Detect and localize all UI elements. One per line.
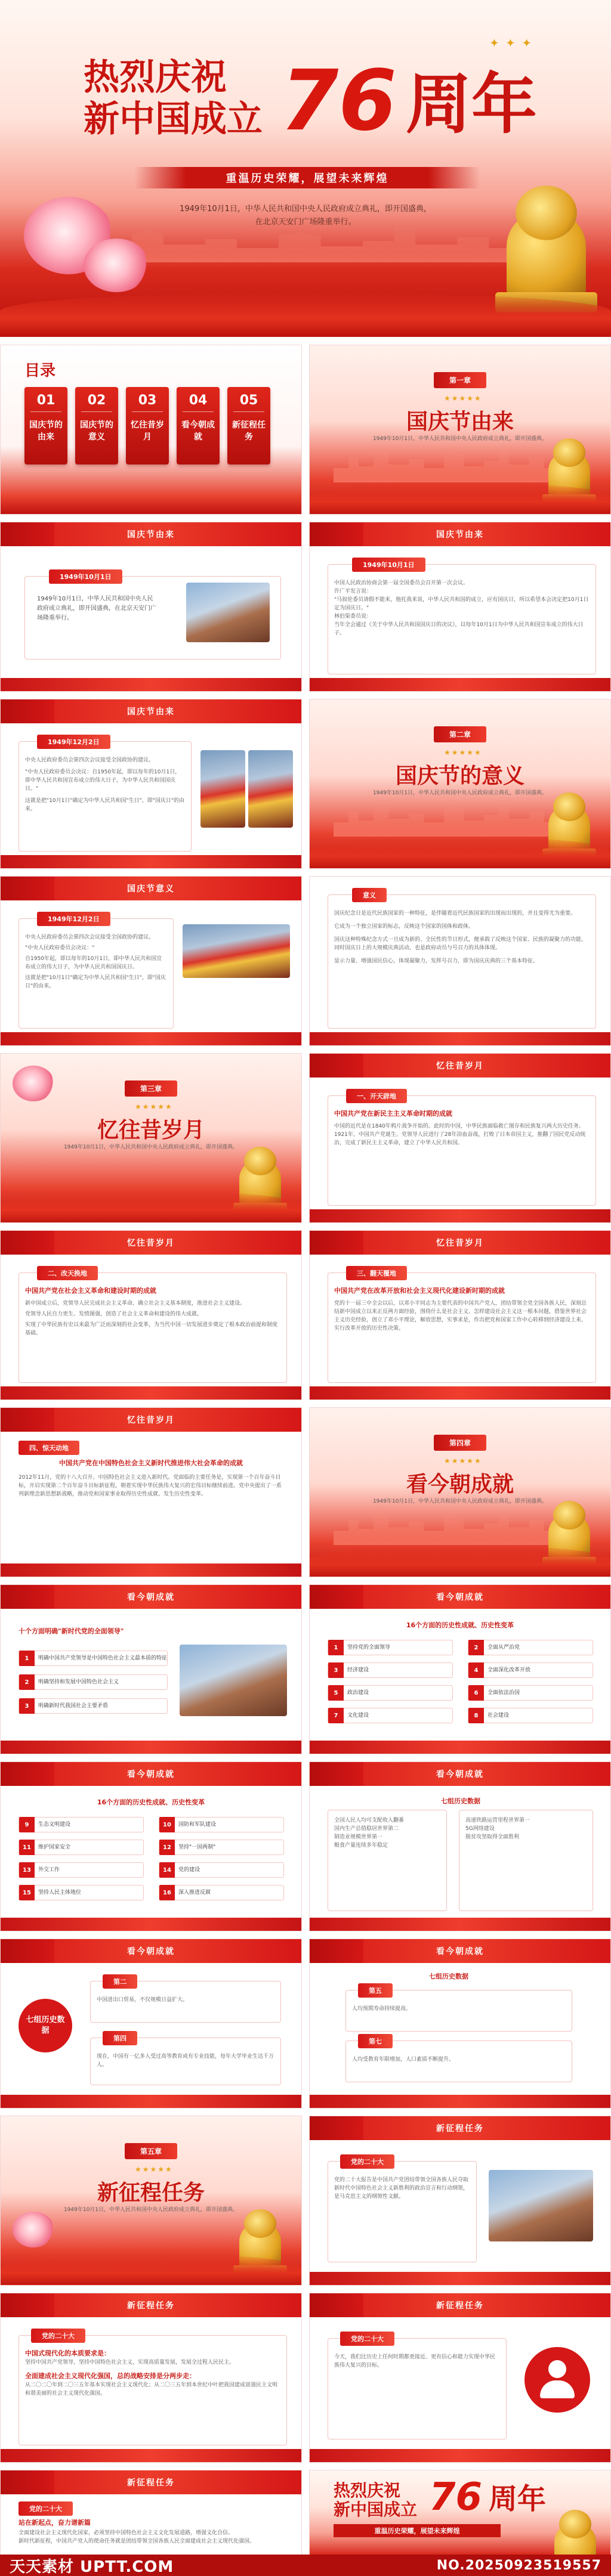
list-item	[468, 1685, 593, 1701]
stars-icon: ★★★★★	[135, 2165, 173, 2174]
list-item: 全国人民人均可支配收入翻番	[334, 1818, 405, 1823]
item-label: 经济建设	[347, 1667, 369, 1673]
tiananmen-photo	[186, 583, 270, 642]
item-tag: 第五	[358, 1983, 393, 1998]
gate-photo-right	[248, 750, 293, 828]
red-ribbon	[0, 292, 611, 337]
cover-title	[84, 57, 263, 140]
slide-header	[1, 2293, 301, 2317]
achieve-slide-5	[0, 1939, 302, 2109]
red-ribbon	[310, 837, 610, 869]
item-label: 国防和军队建设	[178, 1822, 217, 1828]
list-item	[159, 1862, 284, 1878]
item-label: 明确坚持和发展中国特色社会主义	[38, 1679, 119, 1685]
chapter3-badge: 第三章	[125, 1080, 177, 1097]
paragraph: 中国的近代是在1840年鸦片战争开始的。此时的中国，中华民族面临救亡图存和民族复兴两大历史任务。1921年，中国共产党诞生。党领导人民进行了28年浴血奋战，打败了日本帝国主义，推翻了国民党反动统治，完成了新民主主义革命，建立了中华人民共和国。	[334, 1123, 586, 1146]
chapter4-subtitle: 1949年10月1日，中华人民共和国中央人民政府成立典礼，即开国盛典。	[372, 1498, 548, 1504]
red-ribbon	[1, 2253, 301, 2286]
section-tag-wrap	[18, 1441, 79, 1455]
item-number: 12	[159, 1840, 175, 1855]
item-tag: 第七	[358, 2034, 393, 2048]
end-subtitle: 重温历史荣耀，展望未来辉煌	[334, 2524, 501, 2537]
toc-label: 国庆节的意义	[80, 420, 113, 442]
slide-header-title: 忆往昔岁月	[127, 1416, 175, 1425]
slide-header	[310, 2116, 610, 2140]
chapter5-badge: 第五章	[125, 2143, 177, 2159]
toc-number: 03	[132, 393, 163, 412]
item-number: 1	[328, 1640, 344, 1655]
achieve-slide-6	[309, 1939, 611, 2109]
task-slide-3	[309, 2293, 611, 2463]
item-number: 7	[328, 1708, 344, 1723]
paragraph: 人均受教育年限增加，人口素质不断提升。	[352, 2057, 455, 2063]
end-title-unit: 周年	[489, 2482, 547, 2516]
meaning-slide-2	[309, 876, 611, 1046]
item-number: 1	[19, 1651, 35, 1666]
peony-icon	[84, 239, 149, 292]
toc-number: 02	[81, 393, 112, 412]
chapter5-subtitle: 1949年10月1日，中华人民共和国中央人民政府成立典礼，即开国盛典。	[63, 2207, 239, 2213]
achieve-slide-2	[309, 1584, 611, 1754]
watermark-left: 天天素材 UPTT.COM	[10, 2558, 174, 2576]
item-number: 3	[328, 1662, 344, 1678]
toc-label: 忆往昔岁月	[131, 420, 164, 442]
slide-footer	[1, 2449, 301, 2462]
slide-header	[1, 699, 301, 723]
list-item	[468, 1708, 593, 1723]
cover-description	[0, 203, 611, 229]
chapter3-title: 忆往昔岁月	[97, 1118, 205, 1143]
paragraph: 现在，中国有一亿多人受过高等教育或有专业技能，每年大学毕业生达千万人。	[97, 2054, 274, 2068]
paragraph: 新时代新征程，中国共产党人的使命任务就是团结带领全国各族人民全面建成社会主义现代化强国。	[18, 2538, 255, 2544]
slide-header	[1, 1231, 301, 1255]
date-tag: 1949年10月1日	[49, 569, 122, 584]
paragraph: 许广平发言说：	[334, 589, 372, 595]
tiananmen-photo	[183, 924, 290, 978]
item-label: 坚持"一国两制"	[178, 1844, 216, 1850]
item-label: 坚持党的全面领导	[347, 1645, 391, 1651]
item-label: 全面深化改革开放	[487, 1667, 531, 1673]
paragraph: "马叙伦委员请假不能来，他托我来说，中华人民共和国的成立，应有国庆日，所以希望本会决定把10月1日定为国庆日。"	[334, 597, 589, 611]
list-item	[18, 1674, 168, 1690]
cover-desc-line1: 1949年10月1日，中华人民共和国中央人民政府成立典礼，即开国盛典，	[180, 205, 431, 213]
paragraph: 今天，我们比历史上任何时期都更接近、更有信心和能力实现中华民族伟大复兴的目标。	[334, 2354, 496, 2368]
list-item	[328, 1662, 453, 1678]
stars-icon: ★★★★★	[444, 1457, 482, 1465]
slide-header-title: 忆往昔岁月	[436, 1061, 484, 1071]
list-item	[18, 1651, 168, 1666]
chapter2-slide	[309, 699, 611, 869]
slide-footer	[1, 678, 301, 691]
history-slide-4	[0, 1407, 302, 1577]
section-heading: 站在新起点，奋力谱新篇	[18, 2519, 91, 2527]
slide-header-title: 新征程任务	[436, 2301, 484, 2311]
cover-title-number: 76	[280, 52, 397, 150]
paragraph: 2012年11月，党的十八大召开。中国特色社会主义进入新时代。党面临的主要任务是，实现第一个百年奋斗目标，开启实现第二个百年奋斗目标新征程，朝着实现中华民族伟大复兴的宏伟目标继续前进。党中央提出了一系列新理念新思想新战略，推动党和国家事业取得历史性成就、发生历史性变革。	[18, 1475, 282, 1497]
list-item	[18, 1817, 144, 1832]
list-item	[328, 1685, 453, 1701]
slide-footer	[1, 1563, 301, 1577]
item-label: 全面依法治国	[487, 1690, 520, 1696]
section-tag: 一、开天辟地	[346, 1089, 407, 1103]
toc-title: 目录	[24, 362, 56, 380]
origin-slide-3	[0, 699, 302, 869]
golden-lion-icon	[495, 179, 597, 315]
list-item	[18, 1885, 144, 1900]
item-number: 9	[19, 1817, 35, 1832]
paragraph: 新中国成立后，党领导人民完成社会主义革命，确立社会主义基本制度，推进社会主义建设。	[25, 1301, 246, 1306]
origin-slide-2	[309, 522, 611, 692]
slide-header-title: 新征程任务	[436, 2124, 484, 2134]
content-box	[18, 738, 192, 852]
meaning-tag: 意义	[352, 888, 387, 902]
chapter2-subtitle: 1949年10月1日，中华人民共和国中央人民政府成立典礼，即开国盛典。	[372, 790, 548, 796]
achieve-slide-3	[0, 1761, 302, 1931]
date-tag: 1949年10月1日	[352, 558, 425, 572]
end-title-line2: 新中国成立	[334, 2500, 418, 2519]
cover-subtitle: 重温历史荣耀，展望未来辉煌	[134, 167, 480, 188]
slide-header-title: 看今朝成就	[436, 1947, 484, 1956]
list-item	[18, 1698, 168, 1714]
paragraph: 这就是把"10月1日"确定为中华人民共和国"生日"，即"国庆日"的由来。	[25, 975, 166, 989]
toc-number: 04	[183, 393, 214, 412]
section-heading: 中国共产党在中国特色社会主义新时代推进伟大社会革命的成就	[59, 1459, 243, 1467]
paragraph: 中国进出口贸易，不仅规模日益扩大。	[97, 1997, 189, 2003]
slide-header	[1, 1585, 301, 1609]
content-box	[345, 1987, 572, 2032]
item-tag: 党的二十大	[340, 2154, 394, 2169]
paragraph: 全面建设社会主义现代化国家，必须坚持中国特色社会主义文化发展道路，增强文化自信。	[18, 2530, 234, 2536]
item-tag: 党的二十大	[31, 2329, 85, 2343]
slide-header-title: 看今朝成就	[436, 1770, 484, 1779]
date-tag: 1949年12月2日	[37, 912, 110, 926]
item-tag: 党的二十大	[18, 2501, 73, 2516]
list-item	[18, 1840, 144, 1855]
list-item	[468, 1640, 593, 1655]
section-heading: 十个方面明确"新时代党的全面领导"	[18, 1627, 124, 1635]
slide-header-title: 新征程任务	[127, 2301, 175, 2311]
chapter4-title: 看今朝成就	[406, 1472, 514, 1497]
list-item	[468, 1662, 593, 1678]
chapter2-badge: 第二章	[434, 726, 486, 742]
slide-header	[1, 1408, 301, 1432]
task-slide-2	[0, 2293, 302, 2463]
item-label: 社会建设	[487, 1713, 510, 1719]
slide-header	[1, 1939, 301, 1963]
slide-footer	[1, 2095, 301, 2108]
paragraph: 林伯渠委员说：	[334, 614, 372, 620]
paragraph: 党的二十大报告是中国共产党团结带领全国各族人民夺取新时代中国特色社会主义新胜利的政治宣言和行动纲领，是马克思主义的纲领性文献。	[334, 2177, 469, 2200]
list-item: 粮食产量连续多年稳定	[334, 1843, 388, 1849]
content-box	[90, 1978, 281, 2023]
content-box	[18, 915, 174, 1029]
slide-header	[310, 1762, 610, 1786]
cover-title-line1: 热烈庆祝	[84, 57, 227, 98]
toc-label: 国庆节的由来	[29, 420, 63, 442]
palace-photo	[489, 2170, 593, 2241]
paragraph: 自1950年起，即以每年的10月1日，即中华人民共和国宣布成立的伟大日子，为中华人民共和国国庆日。	[25, 956, 162, 970]
paragraph: 人均预期寿命持续提高。	[352, 2006, 412, 2012]
slide-header-title: 忆往昔岁月	[127, 1239, 175, 1248]
item-label: 维护国家安全	[38, 1844, 71, 1850]
slide-footer	[1, 1032, 301, 1045]
item-label: 党的建设	[178, 1867, 200, 1873]
chapter5-slide	[0, 2116, 302, 2286]
toc-label: 新征程任务	[232, 420, 266, 442]
slide-footer	[310, 1209, 610, 1222]
slide-footer	[310, 2272, 610, 2285]
slide-footer	[1, 1386, 301, 1400]
section-heading: 七组历史数据	[429, 1973, 468, 1980]
content-box	[24, 573, 281, 660]
slide-footer	[310, 1918, 610, 1931]
section-heading: 16个方面的历史性成就、历史性变革	[97, 1798, 205, 1806]
slide-header-title: 看今朝成就	[127, 1593, 175, 1602]
chapter1-subtitle: 1949年10月1日，中华人民共和国中央人民政府成立典礼，即开国盛典。	[372, 436, 548, 442]
content-box	[328, 561, 596, 674]
slide-footer	[310, 2449, 610, 2462]
item-number: 2	[468, 1640, 484, 1655]
content-box	[328, 1810, 447, 1911]
item-label: 明确中国共产党领导是中国特色社会主义最本质的特征	[38, 1655, 168, 1661]
item-number: 2	[19, 1674, 35, 1690]
content-box	[90, 2035, 281, 2085]
paragraph: 中央人民政府委员会第四次会议接受全国政协的建议。	[25, 934, 155, 940]
peony-icon	[13, 1066, 54, 1101]
slide-header	[310, 1939, 610, 1963]
stars-icon: ★★★★★	[135, 1103, 173, 1111]
slide-header	[310, 1231, 610, 1255]
item-tag: 党的二十大	[340, 2332, 394, 2346]
slide-header	[1, 877, 301, 900]
item-number: 4	[468, 1662, 484, 1678]
cover-slide	[0, 0, 611, 337]
history-slide-3	[309, 1230, 611, 1400]
list-item	[159, 1817, 284, 1832]
paragraph: 它成为一个独立国家的标志，反映这个国家的国体和政体。	[334, 924, 474, 930]
list-item	[328, 1708, 453, 1723]
section-heading: 中国共产党在改革开放和社会主义现代化建设新时期的成就	[334, 1287, 505, 1295]
content-box	[459, 1810, 593, 1911]
section-heading: 中国共产党在社会主义革命和建设时期的成就	[25, 1287, 156, 1295]
toc-slide	[0, 345, 302, 515]
chapter5-title: 新征程任务	[97, 2181, 205, 2205]
list-item	[18, 1862, 144, 1878]
content-box	[328, 2158, 477, 2262]
end-title	[334, 2481, 417, 2519]
content-box	[328, 891, 596, 1029]
item-tag: 第二	[103, 1974, 137, 1989]
slide-header-title: 新征程任务	[127, 2478, 175, 2488]
paragraph: 中央人民政府委员会第四次会议接受全国政协的建议。	[25, 757, 155, 763]
dove-icon: ✦ ✦ ✦	[489, 36, 533, 50]
item-label: 坚持人民主体地位	[38, 1890, 82, 1896]
slide-header-title: 忆往昔岁月	[436, 1239, 484, 1248]
history-slide-1	[309, 1053, 611, 1223]
gate-photo-left	[200, 750, 245, 828]
item-label: 政治建设	[347, 1690, 369, 1696]
item-number: 16	[159, 1885, 175, 1900]
list-item	[159, 1840, 284, 1855]
item-label: 生态文明建设	[38, 1822, 71, 1828]
section-tag: 二、改天换地	[37, 1266, 98, 1280]
item-label: 全面从严治党	[487, 1645, 520, 1651]
list-item: 5G网络建设	[465, 1826, 495, 1832]
cover-title-line2: 新中国成立	[84, 98, 263, 140]
item-number: 8	[468, 1708, 484, 1723]
end-title-number: 76	[429, 2475, 483, 2519]
chapter3-subtitle: 1949年10月1日，中华人民共和国中央人民政府成立典礼，即开国盛典。	[63, 1144, 239, 1150]
list-item	[328, 1640, 453, 1655]
slide-header-title: 国庆节意义	[127, 884, 175, 894]
toc-number: 05	[233, 393, 264, 412]
slide-header	[1, 1762, 301, 1786]
slide-footer	[1, 855, 301, 868]
paragraph: 中国人民政治协商会第一届全国委员会召开第一次会议。	[334, 580, 469, 586]
toc-item-5[interactable]	[227, 387, 270, 465]
toc-item-1[interactable]	[24, 387, 67, 465]
list-item: 高速铁路运营里程世界第一	[465, 1818, 530, 1823]
item-number: 14	[159, 1862, 175, 1878]
item-label: 外交工作	[38, 1867, 60, 1873]
chapter1-title: 国庆节由来	[406, 410, 514, 434]
chapter3-slide	[0, 1053, 302, 1223]
item-label: 文化建设	[347, 1713, 369, 1719]
paragraph: 显示力量、增强国民信心，体现凝聚力，发挥号召力，即为国庆庆典的三个基本特征。	[334, 958, 539, 964]
paragraph: 这就是把"10月1日"确定为中华人民共和国"生日"，即"国庆日"的由来。	[25, 798, 185, 812]
item-label: 深入推进反腐	[178, 1890, 211, 1896]
slide-header-title: 国庆节由来	[127, 530, 175, 540]
toc-item-4[interactable]	[177, 387, 220, 465]
slide-header	[310, 1585, 610, 1609]
date-tag: 1949年12月2日	[37, 735, 110, 749]
item-number: 10	[159, 1817, 175, 1832]
slide-header	[310, 2293, 610, 2317]
slide-header	[1, 522, 301, 546]
cover-title-unit: 周年	[406, 66, 537, 143]
list-item	[159, 1885, 284, 1900]
watermark-bar	[0, 2555, 611, 2576]
slide-footer	[310, 2095, 610, 2108]
section-heading: 中国共产党在新民主主义革命时期的成就	[334, 1110, 452, 1117]
toc-item-2[interactable]	[75, 387, 118, 465]
end-title-line1: 热烈庆祝	[334, 2481, 401, 2500]
slide-footer	[310, 1386, 610, 1400]
item-number: 11	[19, 1840, 35, 1855]
item-tag: 第四	[103, 2031, 137, 2045]
slide-footer	[310, 678, 610, 691]
content-box	[328, 1272, 596, 1383]
content-box	[18, 1272, 287, 1383]
paragraph: "中央人民政府委员会决议：自1950年起，即以每年的10月1日，即中华人民共和国宣布成立的伟大日子，为中华人民共和国国庆日。"	[25, 769, 181, 792]
chapter1-slide	[309, 345, 611, 515]
slide-header-title: 看今朝成就	[127, 1770, 175, 1779]
cover-desc-line2: 在北京天安门广场隆重举行。	[255, 218, 356, 227]
watermark-right: NO.20250923519557	[436, 2558, 601, 2573]
slide-footer	[310, 1741, 610, 1754]
peony-icon	[13, 2212, 54, 2247]
slide-footer	[1, 1741, 301, 1754]
item-number: 3	[19, 1698, 35, 1714]
item-number: 13	[19, 1862, 35, 1878]
chapter2-title: 国庆节的意义	[395, 764, 524, 788]
paragraph: 国庆纪念日是近代民族国家的一种特征，是伴随着近代民族国家的出现而出现的，并且变得尤为重要。	[334, 911, 576, 917]
origin-text: 1949年10月1日，中华人民共和国中央人民政府成立典礼，即开国盛典，在北京天安门广场隆重举行。	[37, 596, 156, 621]
item-number: 5	[328, 1685, 344, 1701]
slide-header-title: 国庆节由来	[436, 530, 484, 540]
content-box	[345, 2038, 572, 2082]
section-heading: 全面建成社会主义现代化强国，总的战略安排是分两步走：	[25, 2372, 196, 2380]
content-box	[328, 1092, 596, 1206]
speaker-icon	[524, 2347, 590, 2413]
content-box	[328, 2335, 507, 2439]
data-circle: 七组历史数据	[18, 1999, 72, 2052]
red-ribbon	[310, 482, 610, 515]
section-tag: 三、翻天覆地	[346, 1266, 407, 1280]
paragraph: 党领导人民自力更生、发愤图强，创造了社会主义革命和建设的伟大成就。	[25, 1311, 203, 1317]
toc-item-3[interactable]	[126, 387, 169, 465]
item-number: 15	[19, 1885, 35, 1900]
slide-footer	[310, 1032, 610, 1045]
section-heading: 七组历史数据	[441, 1797, 480, 1805]
section-tag: 四、惊天动地	[18, 1441, 79, 1455]
item-number: 6	[468, 1685, 484, 1701]
slide-header-title: 看今朝成就	[436, 1593, 484, 1602]
chapter4-slide	[309, 1407, 611, 1577]
paragraph: "中央人民政府委员会决议："	[25, 945, 95, 951]
chapter4-badge: 第四章	[434, 1435, 486, 1451]
red-ribbon	[1, 1191, 301, 1223]
list-item: 国内生产总值稳居世界第二	[334, 1826, 399, 1832]
slide-header	[310, 1054, 610, 1078]
red-ribbon	[310, 1545, 610, 1577]
paragraph: 当年全会通过《关于中华人民共和国国庆日的决议》，以每年10月1日为中华人民共和国宣布成立的伟大日子。	[334, 622, 584, 636]
toc-label: 看今朝成就	[181, 420, 215, 442]
list-item: 制造业规模世界第一	[334, 1834, 383, 1840]
paragraph: 国庆这种特殊纪念方式一旦成为新的、全民性的节日形式，便承载了反映这个国家、民族的凝聚力的功能。同时国庆日上的大规模庆典活动，也是政府动员与号召力的具体体现。	[334, 937, 587, 951]
meaning-slide-1	[0, 876, 302, 1046]
section-tag-wrap	[18, 2501, 73, 2516]
paragraph: 从二〇二〇年到二〇三五年基本实现社会主义现代化；从二〇三五年到本世纪中叶把我国建成富强民主文明和谐美丽的社会主义现代化强国。	[25, 2382, 278, 2397]
chapter1-badge: 第一章	[434, 372, 486, 388]
paragraph: 实现了中华民族有史以来最为广泛而深刻的社会变革，为当代中国一切发展进步奠定了根本政治前提和制度基础。	[25, 1322, 278, 1336]
achieve-slide-1	[0, 1584, 302, 1754]
section-heading: 中国式现代化的本质要求是：	[25, 2349, 110, 2357]
section-heading: 16个方面的历史性成就、历史性变革	[406, 1621, 514, 1629]
item-label: 明确新时代我国社会主要矛盾	[38, 1703, 109, 1709]
slide-footer	[1, 1918, 301, 1931]
slide-header	[1, 2470, 301, 2494]
task-slide-1	[309, 2116, 611, 2286]
history-slide-2	[0, 1230, 302, 1400]
list-item: 脱贫攻坚取得全面胜利	[465, 1834, 520, 1840]
stars-icon: ★★★★★	[444, 394, 482, 402]
paragraph: 党的十一届三中全会以后，以邓小平同志为主要代表的中国共产党人，团结带领全党全国各族人民，深刻总结新中国成立以来正反两方面经验，围绕什么是社会主义、怎样建设社会主义这一根本问题，借鉴世界社会主义历史经验，创立了邓小平理论，解放思想，实事求是，作出把党和国家工作中心转移到经济建设上来、实行改革开放的历史性决策。	[334, 1301, 587, 1332]
slide-header-title: 国庆节由来	[127, 707, 175, 717]
paragraph: 坚持中国共产党领导，坚持中国特色社会主义，实现高质量发展，发展全过程人民民主。	[25, 2360, 235, 2366]
achieve-slide-4	[309, 1761, 611, 1931]
content-box	[18, 2332, 287, 2445]
stars-icon: ★★★★★	[444, 748, 482, 757]
slide-header-title: 看今朝成就	[127, 1947, 175, 1956]
origin-slide-1	[0, 522, 302, 692]
toc-number: 01	[30, 393, 61, 412]
palace-photo	[180, 1645, 287, 1716]
slide-header	[310, 522, 610, 546]
